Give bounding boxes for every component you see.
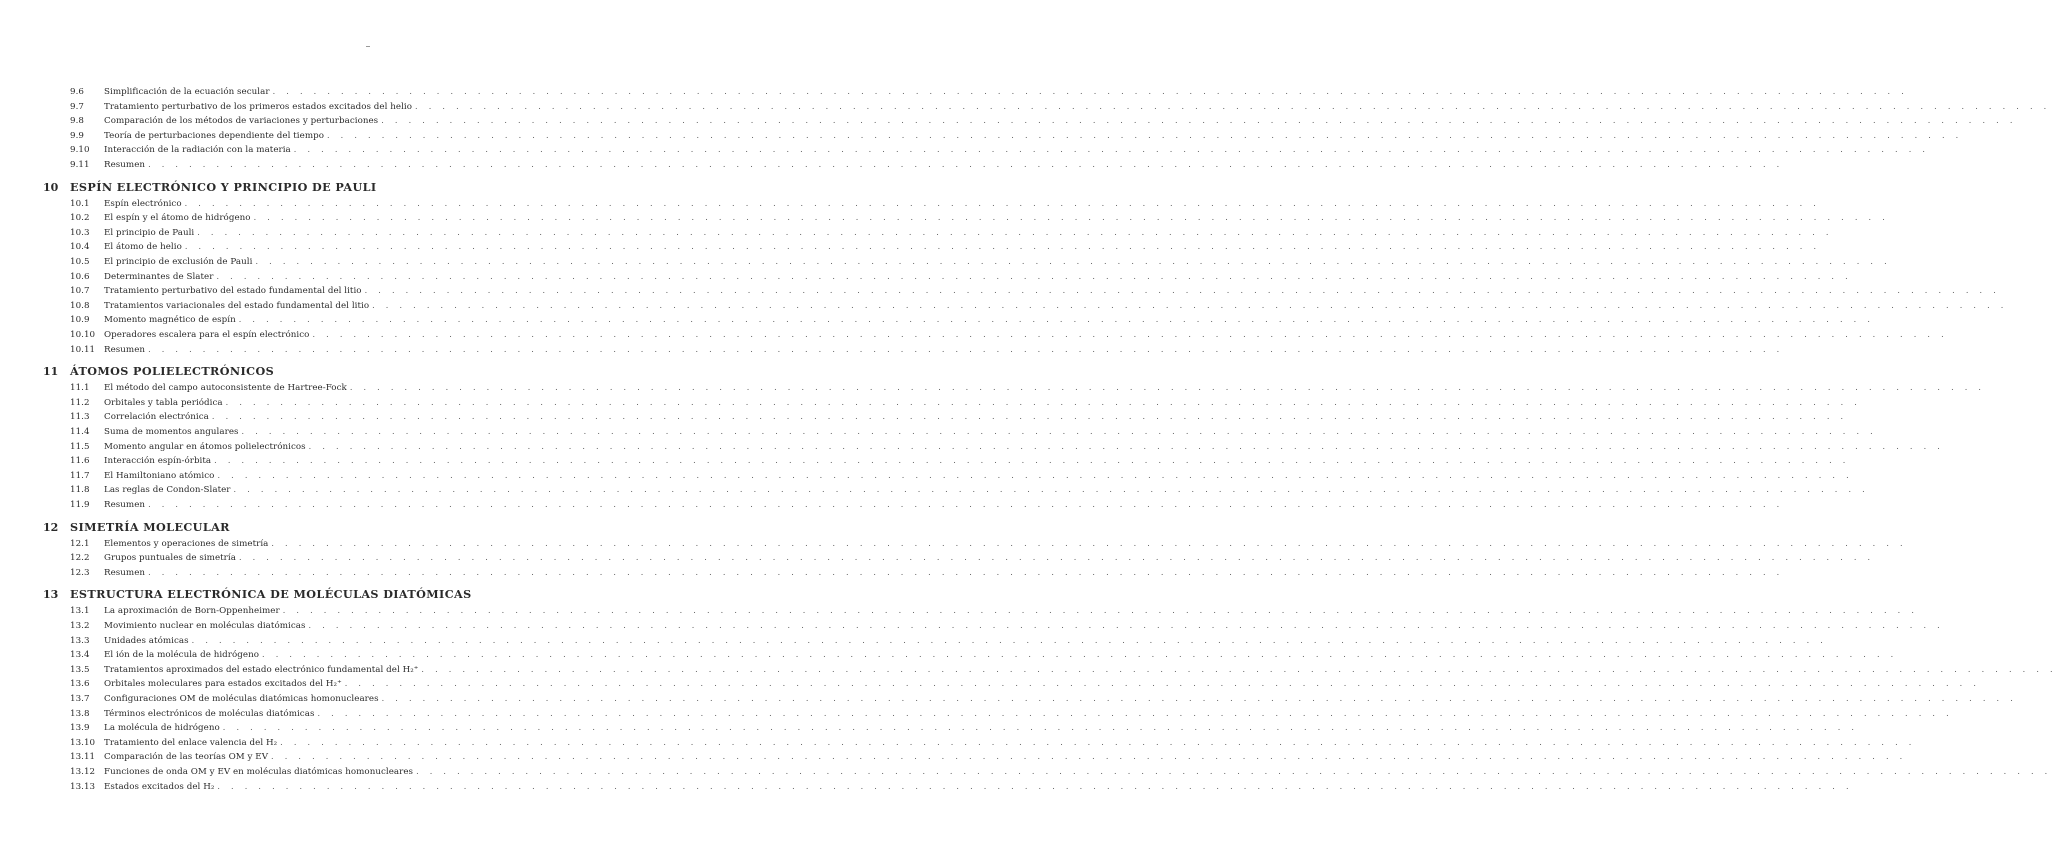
section-number: 10.9 [70,315,90,326]
toc-entry[interactable] [70,242,1821,257]
dot-leader: . . . . . . . . . . . . . . . . . . . . . . . . . . . . . . . . . . . . . . . . . . . . . . . . . . . . . . . . . . . . . . . . . . . . . . . . . . . . . . . . . . . . . . . . . . . . . . . . . . . . . . . . . . . . . . . . . . . . . . . . [271,752,1907,762]
dot-leader: . . . . . . . . . . . . . . . . . . . . . . . . . . . . . . . . . . . . . . . . . . . . . . . . . . . . . . . . . . . . . . . . . . . . . . . . . . . . . . . . . . . . . . . . . . . . . . . . . . . . . . . . . . . . . . . . . . . . . . . . [184,242,1821,252]
section-number: 13.5 [70,664,90,675]
dot-leader: . . . . . . . . . . . . . . . . . . . . . . . . . . . . . . . . . . . . . . . . . . . . . . . . . . . . . . . . . . . . . . . . . . . . . . . . . . . . . . . . . . . . . . . . . . . . . . . . . . . . . . . . . . . . . . . . . . . . . . . . [421,664,2057,674]
section-title: Las reglas de Condon-Slater [104,485,231,496]
toc-entry[interactable] [70,664,2057,680]
toc-entry[interactable] [70,330,1948,345]
section-number: 10.5 [70,257,90,267]
dot-leader: . . . . . . . . . . . . . . . . . . . . . . . . . . . . . . . . . . . . . . . . . . . . . . . . . . . . . . . . . . . . . . . . . . . . . . . . . . . . . . . . . . . . . . . . . . . . . . . . . . . . . . . . . . . . . . . . . . . . . . . . [255,257,1891,266]
dot-leader: . . . . . . . . . . . . . . . . . . . . . . . . . . . . . . . . . . . . . . . . . . . . . . . . . . . . . . . . . . . . . . . . . . . . . . . . . . . . . . . . . . . . . . . . . . . . . . . . . . . . . . . . . . . . . . . . . . . . . . . . [280,737,1916,747]
section-number: 10.3 [70,227,90,238]
dot-leader: . . . . . . . . . . . . . . . . . . . . . . . . . . . . . . . . . . . . . . . . . . . . . . . . . . . . . . . . . . . . . . . . . . . . . . . . . . . . . . . . . . . . . . . . . . . . . . . . . . . . . . . . . . . . . . . . . . . . . . . . [233,485,1869,495]
dot-leader: . . . . . . . . . . . . . . . . . . . . . . . . . . . . . . . . . . . . . . . . . . . . . . . . . . . . . . . . . . . . . . . . . . . . . . . . . . . . . . . . . . . . . . . . . . . . . . . . . . . . . . . . . . . . . . . . . . . . . . . . [317,708,1953,718]
toc-entry[interactable] [70,101,2051,117]
dot-leader: . . . . . . . . . . . . . . . . . . . . . . . . . . . . . . . . . . . . . . . . . . . . . . . . . . . . . . . . . . . . . . . . . . . . . . . . . . . . . . . . . . . . . . . . . . . . . . . . . . . . . . . . . . . . . . . . . . . . . . . . [308,621,1944,630]
toc-entry[interactable] [70,500,1784,515]
dot-leader: . . . . . . . . . . . . . . . . . . . . . . . . . . . . . . . . . . . . . . . . . . . . . . . . . . . . . . . . . . . . . . . . . . . . . . . . . . . . . . . . . . . . . . . . . . . . . . . . . . . . . . . . . . . . . . . . . . . . . . . . [222,723,1859,733]
section-number: 12.3 [70,567,90,578]
dot-leader: . . . . . . . . . . . . . . . . . . . . . . . . . . . . . . . . . . . . . . . . . . . . . . . . . . . . . . . . . . . . . . . . . . . . . . . . . . . . . . . . . . . . . . . . . . . . . . . . . . . . . . . . . . . . . . . . . . . . . . . . [216,271,1852,281]
dot-leader: . . . . . . . . . . . . . . . . . . . . . . . . . . . . . . . . . . . . . . . . . . . . . . . . . . . . . . . . . . . . . . . . . . . . . . . . . . . . . . . . . . . . . . . . . . . . . . . . . . . . . . . . . . . . . . . . . . . . . . . . [364,286,2001,296]
chapter-heading [43,520,583,538]
section-title: Funciones de onda OM y EV en moléculas diatómicas homonucleares [104,767,414,777]
section-number: 13.11 [70,752,96,763]
dot-leader: . . . . . . . . . . . . . . . . . . . . . . . . . . . . . . . . . . . . . . . . . . . . . . . . . . . . . . . . . . . . . . . . . . . . . . . . . . . . . . . . . . . . . . . . . . . . . . . . . . . . . . . . . . . . . . . . . . . . . . . . [217,470,1853,480]
toc-entry[interactable] [70,315,1875,330]
toc-entry[interactable] [70,456,1850,471]
section-title: Simplificación de la ecuación secular [104,87,270,97]
section-title: Resumen [104,160,146,170]
chapter-title: ESTRUCTURA ELECTRÓNICA DE MOLÉCULAS DIATÓMICAS [70,587,472,602]
toc-entry[interactable] [70,767,2052,782]
toc-entry[interactable] [70,130,1963,146]
dot-leader: . . . . . . . . . . . . . . . . . . . . . . . . . . . . . . . . . . . . . . . . . . . . . . . . . . . . . . . . . . . . . . . . . . . . . . . . . . . . . . . . . . . . . . . . . . . . . . . . . . . . . . . . . . . . . . . . . . . . . . . . [214,456,1850,466]
section-number: 13.12 [70,767,96,777]
section-title: El ión de la molécula de hidrógeno [104,650,260,661]
section-number: 13.3 [70,635,90,646]
section-title: El principio de exclusión de Pauli [104,257,253,267]
chapter-title: ESPÍN ELECTRÓNICO Y PRINCIPIO DE PAULI [70,179,377,194]
dot-leader: . . . . . . . . . . . . . . . . . . . . . . . . . . . . . . . . . . . . . . . . . . . . . . . . . . . . . . . . . . . . . . . . . . . . . . . . . . . . . . . . . . . . . . . . . . . . . . . . . . . . . . . . . . . . . . . . . . . . . . . . [238,315,1875,325]
section-title: Espín electrónico [104,198,182,209]
chapter-number: 13 [43,588,59,602]
dot-leader: . . . . . . . . . . . . . . . . . . . . . . . . . . . . . . . . . . . . . . . . . . . . . . . . . . . . . . . . . . . . . . . . . . . . . . . . . . . . . . . . . . . . . . . . . . . . . . . . . . . . . . . . . . . . . . . . . . . . . . . . [253,213,1890,223]
section-title: Tratamientos variacionales del estado fundamental del litio [104,300,370,311]
section-number: 13.8 [70,708,90,719]
section-title: Operadores escalera para el espín electrónico [104,330,310,340]
section-title: Resumen [104,500,146,510]
dot-leader: . . . . . . . . . . . . . . . . . . . . . . . . . . . . . . . . . . . . . . . . . . . . . . . . . . . . . . . . . . . . . . . . . . . . . . . . . . . . . . . . . . . . . . . . . . . . . . . . . . . . . . . . . . . . . . . . . . . . . . . . [381,694,2018,703]
toc-entry[interactable] [70,198,1821,214]
dot-leader: . . . . . . . . . . . . . . . . . . . . . . . . . . . . . . . . . . . . . . . . . . . . . . . . . . . . . . . . . . . . . . . . . . . . . . . . . . . . . . . . . . . . . . . . . . . . . . . . . . . . . . . . . . . . . . . . . . . . . . . . [381,116,2017,126]
dot-leader: . . . . . . . . . . . . . . . . . . . . . . . . . . . . . . . . . . . . . . . . . . . . . . . . . . . . . . . . . . . . . . . . . . . . . . . . . . . . . . . . . . . . . . . . . . . . . . . . . . . . . . . . . . . . . . . . . . . . . . . . [262,650,1898,660]
section-number: 13.9 [70,723,90,734]
toc-entry[interactable] [70,160,1784,175]
section-number: 12.2 [70,553,90,564]
toc-entry[interactable] [70,397,1862,413]
section-number: 10.7 [70,286,90,297]
toc-entry[interactable] [70,227,1833,243]
toc-entry[interactable] [70,286,2001,301]
section-title: Momento magnético de espín [104,315,236,326]
dot-leader: . . . . . . . . . . . . . . . . . . . . . . . . . . . . . . . . . . . . . . . . . . . . . . . . . . . . . . . . . . . . . . . . . . . . . . . . . . . . . . . . . . . . . . . . . . . . . . . . . . . . . . . . . . . . . . . . . . . . . . . . [191,635,1828,645]
section-number: 9.11 [70,160,90,170]
toc-entry[interactable] [70,737,1916,753]
toc-entry[interactable] [70,427,1877,442]
toc-entry[interactable] [70,752,1907,767]
section-title: El Hamiltoniano atómico [104,470,215,481]
section-title: Grupos puntuales de simetría [104,553,236,564]
toc-entry[interactable] [70,650,1898,665]
chapter-heading [43,587,583,605]
section-title: Tratamientos aproximados del estado electrónico fundamental del H₂⁺ [104,664,419,675]
dot-leader: . . . . . . . . . . . . . . . . . . . . . . . . . . . . . . . . . . . . . . . . . . . . . . . . . . . . . . . . . . . . . . . . . . . . . . . . . . . . . . . . . . . . . . . . . . . . . . . . . . . . . . . . . . . . . . . . . . . . . . . . [293,145,1930,155]
section-title: Orbitales y tabla periódica [104,397,223,408]
section-title: Correlación electrónica [104,412,209,423]
toc-entry[interactable] [70,723,1859,738]
dot-leader: . . . . . . . . . . . . . . . . . . . . . . . . . . . . . . . . . . . . . . . . . . . . . . . . . . . . . . . . . . . . . . . . . . . . . . . . . . . . . . . . . . . . . . . . . . . . . . . . . . . . . . . . . . . . . . . . . . . . . . . . [148,567,1784,577]
section-title: El espín y el átomo de hidrógeno [104,213,251,224]
section-number: 13.7 [70,694,90,704]
dot-leader: . . . . . . . . . . . . . . . . . . . . . . . . . . . . . . . . . . . . . . . . . . . . . . . . . . . . . . . . . . . . . . . . . . . . . . . . . . . . . . . . . . . . . . . . . . . . . . . . . . . . . . . . . . . . . . . . . . . . . . . . [217,781,1853,791]
section-number: 11.5 [70,441,90,452]
section-title: Comparación de los métodos de variaciones y perturbaciones [104,116,379,127]
dot-leader: . . . . . . . . . . . . . . . . . . . . . . . . . . . . . . . . . . . . . . . . . . . . . . . . . . . . . . . . . . . . . . . . . . . . . . . . . . . . . . . . . . . . . . . . . . . . . . . . . . . . . . . . . . . . . . . . . . . . . . . . [312,330,1948,339]
section-number: 9.6 [70,87,84,97]
dot-leader: . . . . . . . . . . . . . . . . . . . . . . . . . . . . . . . . . . . . . . . . . . . . . . . . . . . . . . . . . . . . . . . . . . . . . . . . . . . . . . . . . . . . . . . . . . . . . . . . . . . . . . . . . . . . . . . . . . . . . . . . [415,101,2051,111]
dot-leader: . . . . . . . . . . . . . . . . . . . . . . . . . . . . . . . . . . . . . . . . . . . . . . . . . . . . . . . . . . . . . . . . . . . . . . . . . . . . . . . . . . . . . . . . . . . . . . . . . . . . . . . . . . . . . . . . . . . . . . . . [238,553,1875,563]
section-title: Suma de momentos angulares [104,427,239,437]
section-number: 13.10 [70,737,96,748]
section-title: Movimiento nuclear en moléculas diatómicas [104,621,306,631]
section-title: Elementos y operaciones de simetría [104,538,269,549]
dot-leader: . . . . . . . . . . . . . . . . . . . . . . . . . . . . . . . . . . . . . . . . . . . . . . . . . . . . . . . . . . . . . . . . . . . . . . . . . . . . . . . . . . . . . . . . . . . . . . . . . . . . . . . . . . . . . . . . . . . . . . . . [282,606,1919,616]
dot-leader: . . . . . . . . . . . . . . . . . . . . . . . . . . . . . . . . . . . . . . . . . . . . . . . . . . . . . . . . . . . . . . . . . . . . . . . . . . . . . . . . . . . . . . . . . . . . . . . . . . . . . . . . . . . . . . . . . . . . . . . . [148,500,1784,509]
dot-leader: . . . . . . . . . . . . . . . . . . . . . . . . . . . . . . . . . . . . . . . . . . . . . . . . . . . . . . . . . . . . . . . . . . . . . . . . . . . . . . . . . . . . . . . . . . . . . . . . . . . . . . . . . . . . . . . . . . . . . . . . [225,397,1862,407]
dot-leader: . . . . . . . . . . . . . . . . . . . . . . . . . . . . . . . . . . . . . . . . . . . . . . . . . . . . . . . . . . . . . . . . . . . . . . . . . . . . . . . . . . . . . . . . . . . . . . . . . . . . . . . . . . . . . . . . . . . . . . . . [327,130,1963,140]
section-number: 9.9 [70,130,84,141]
dot-leader: . . . . . . . . . . . . . . . . . . . . . . . . . . . . . . . . . . . . . . . . . . . . . . . . . . . . . . . . . . . . . . . . . . . . . . . . . . . . . . . . . . . . . . . . . . . . . . . . . . . . . . . . . . . . . . . . . . . . . . . . [197,227,1833,237]
toc-entry[interactable] [70,538,1907,554]
toc-entry[interactable] [70,213,1890,228]
section-number: 11.1 [70,383,90,394]
dot-leader: . . . . . . . . . . . . . . . . . . . . . . . . . . . . . . . . . . . . . . . . . . . . . . . . . . . . . . . . . . . . . . . . . . . . . . . . . . . . . . . . . . . . . . . . . . . . . . . . . . . . . . . . . . . . . . . . . . . . . . . . [148,160,1784,169]
section-number: 13.1 [70,606,90,617]
section-number: 13.4 [70,650,90,661]
section-title: Unidades atómicas [104,635,189,646]
toc-entry[interactable] [70,470,1853,486]
toc-entry[interactable] [70,300,2008,316]
toc-entry[interactable] [70,621,1944,636]
section-title: Resumen [104,567,146,578]
toc-entry[interactable] [70,344,1784,360]
toc-entry[interactable] [70,606,1919,621]
section-number: 13.6 [70,679,90,690]
chapter-title: SIMETRÍA MOLECULAR [70,519,230,534]
section-number: 13.2 [70,621,90,631]
toc-entry[interactable] [70,485,1869,500]
section-number: 10.11 [70,344,96,355]
toc-entry[interactable] [70,271,1852,287]
section-title: Resumen [104,344,146,355]
toc-entry[interactable] [70,567,1784,583]
section-title: Tratamiento perturbativo de los primeros estados excitados del helio [104,101,413,112]
toc-entry[interactable] [70,116,2017,131]
dot-leader: . . . . . . . . . . . . . . . . . . . . . . . . . . . . . . . . . . . . . . . . . . . . . . . . . . . . . . . . . . . . . . . . . . . . . . . . . . . . . . . . . . . . . . . . . . . . . . . . . . . . . . . . . . . . . . . . . . . . . . . . [372,300,2008,310]
page-mark [366,46,370,47]
dot-leader: . . . . . . . . . . . . . . . . . . . . . . . . . . . . . . . . . . . . . . . . . . . . . . . . . . . . . . . . . . . . . . . . . . . . . . . . . . . . . . . . . . . . . . . . . . . . . . . . . . . . . . . . . . . . . . . . . . . . . . . . [272,87,1909,96]
chapter-number: 10 [43,180,59,194]
section-title: Interacción espín-órbita [104,456,212,467]
toc-entry[interactable] [70,635,1828,651]
section-title: Interacción de la radiación con la materia [104,145,291,156]
toc-entry[interactable] [70,87,1909,102]
section-title: El método del campo autoconsistente de Hartree-Fock [104,383,347,394]
dot-leader: . . . . . . . . . . . . . . . . . . . . . . . . . . . . . . . . . . . . . . . . . . . . . . . . . . . . . . . . . . . . . . . . . . . . . . . . . . . . . . . . . . . . . . . . . . . . . . . . . . . . . . . . . . . . . . . . . . . . . . . . [308,441,1945,451]
toc-entry[interactable] [70,441,1945,457]
toc-entry[interactable] [70,708,1953,724]
section-number: 11.8 [70,485,90,496]
section-title: Configuraciones OM de moléculas diatómicas homonucleares [104,694,379,704]
section-title: Términos electrónicos de moléculas diatómicas [104,708,315,719]
section-number: 9.10 [70,145,90,156]
section-number: 11.9 [70,500,90,510]
section-number: 9.7 [70,101,84,112]
section-number: 13.13 [70,781,96,792]
dot-leader: . . . . . . . . . . . . . . . . . . . . . . . . . . . . . . . . . . . . . . . . . . . . . . . . . . . . . . . . . . . . . . . . . . . . . . . . . . . . . . . . . . . . . . . . . . . . . . . . . . . . . . . . . . . . . . . . . . . . . . . . [349,383,1986,393]
section-number: 10.4 [70,242,90,253]
toc-entry[interactable] [70,694,2018,709]
section-number: 9.8 [70,116,84,127]
section-title: La molécula de hidrógeno [104,723,220,734]
section-title: El átomo de helio [104,242,182,253]
toc-entry[interactable] [70,257,1891,272]
toc-entry[interactable] [70,781,1853,797]
toc-entry[interactable] [70,412,1848,427]
section-number: 11.7 [70,470,90,481]
toc-entry[interactable] [70,383,1986,398]
section-number: 10.1 [70,198,90,209]
toc-entry[interactable] [70,679,1981,694]
section-title: Tratamiento perturbativo del estado fundamental del litio [104,286,362,297]
toc-entry[interactable] [70,145,1930,160]
dot-leader: . . . . . . . . . . . . . . . . . . . . . . . . . . . . . . . . . . . . . . . . . . . . . . . . . . . . . . . . . . . . . . . . . . . . . . . . . . . . . . . . . . . . . . . . . . . . . . . . . . . . . . . . . . . . . . . . . . . . . . . . [271,538,1907,548]
section-title: Estados excitados del H₂ [104,781,215,792]
chapter-heading [43,364,583,382]
section-number: 10.8 [70,300,90,311]
section-number: 12.1 [70,538,90,549]
toc-entry[interactable] [70,553,1875,568]
section-number: 11.4 [70,427,90,437]
section-title: El principio de Pauli [104,227,195,238]
chapter-number: 11 [43,365,59,379]
section-number: 10.2 [70,213,90,224]
section-title: Comparación de las teorías OM y EV [104,752,269,763]
section-title: Momento angular en átomos polielectrónicos [104,441,306,452]
dot-leader: . . . . . . . . . . . . . . . . . . . . . . . . . . . . . . . . . . . . . . . . . . . . . . . . . . . . . . . . . . . . . . . . . . . . . . . . . . . . . . . . . . . . . . . . . . . . . . . . . . . . . . . . . . . . . . . . . . . . . . . . [211,412,1848,422]
section-title: Tratamiento del enlace valencia del H₂ [104,737,278,748]
section-number: 11.3 [70,412,90,423]
section-number: 11.6 [70,456,90,467]
section-number: 11.2 [70,397,90,408]
section-title: Orbitales moleculares para estados excitados del H₂⁺ [104,679,342,690]
section-title: Teoría de perturbaciones dependiente del tiempo [104,130,324,141]
section-number: 10.6 [70,271,90,282]
chapter-number: 12 [43,520,59,534]
chapter-heading [43,180,583,198]
dot-leader: . . . . . . . . . . . . . . . . . . . . . . . . . . . . . . . . . . . . . . . . . . . . . . . . . . . . . . . . . . . . . . . . . . . . . . . . . . . . . . . . . . . . . . . . . . . . . . . . . . . . . . . . . . . . . . . . . . . . . . . . [148,344,1784,354]
dot-leader: . . . . . . . . . . . . . . . . . . . . . . . . . . . . . . . . . . . . . . . . . . . . . . . . . . . . . . . . . . . . . . . . . . . . . . . . . . . . . . . . . . . . . . . . . . . . . . . . . . . . . . . . . . . . . . . . . . . . . . . . [241,427,1877,436]
dot-leader: . . . . . . . . . . . . . . . . . . . . . . . . . . . . . . . . . . . . . . . . . . . . . . . . . . . . . . . . . . . . . . . . . . . . . . . . . . . . . . . . . . . . . . . . . . . . . . . . . . . . . . . . . . . . . . . . . . . . . . . . [184,198,1821,208]
section-number: 10.10 [70,330,96,340]
chapter-title: ÁTOMOS POLIELECTRÓNICOS [70,364,275,379]
section-title: La aproximación de Born-Oppenheimer [104,606,280,617]
section-title: Determinantes de Slater [104,271,214,282]
dot-leader: . . . . . . . . . . . . . . . . . . . . . . . . . . . . . . . . . . . . . . . . . . . . . . . . . . . . . . . . . . . . . . . . . . . . . . . . . . . . . . . . . . . . . . . . . . . . . . . . . . . . . . . . . . . . . . . . . . . . . . . . [416,767,2052,776]
dot-leader: . . . . . . . . . . . . . . . . . . . . . . . . . . . . . . . . . . . . . . . . . . . . . . . . . . . . . . . . . . . . . . . . . . . . . . . . . . . . . . . . . . . . . . . . . . . . . . . . . . . . . . . . . . . . . . . . . . . . . . . . [344,679,1981,689]
